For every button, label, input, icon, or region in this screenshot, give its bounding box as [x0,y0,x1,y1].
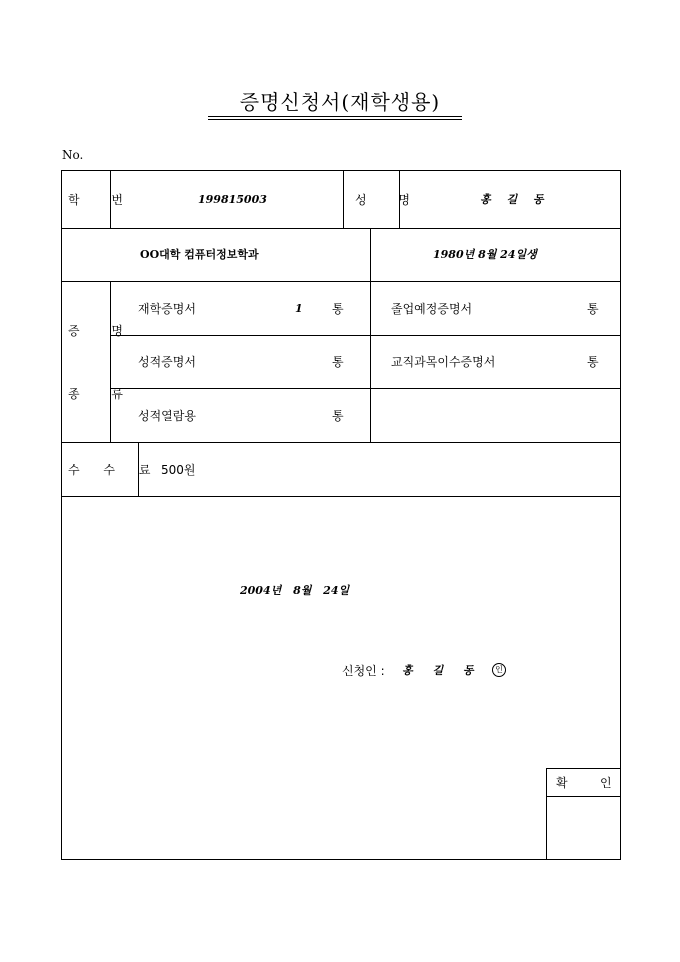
application-date: 2004년 8월 24일 [240,584,350,597]
cert-name: 성적증명서 [138,355,196,369]
cert-name: 교직과목이수증명서 [391,355,496,369]
document-number-label: No. [62,148,84,162]
col-divider [110,281,111,442]
document-title: 증명신청서(재학생용) [239,90,441,114]
cert-name: 성적열람용 [138,409,196,423]
col-divider [370,228,371,442]
row-divider [62,228,620,229]
application-form [61,170,621,860]
row-divider [62,496,620,497]
fee-label: 수 수 료 [68,463,161,477]
applicant-label: 신청인 : [342,664,385,678]
birth-date-value: 1980년 8월 24일생 [433,248,537,261]
title-underline [208,116,462,117]
col-divider [343,171,344,228]
confirm-box-border [546,768,547,859]
fee-value: 500원 [161,463,196,477]
applicant-name: 홍 길 동 [402,664,482,677]
cert-unit: 통 [332,355,344,369]
student-id-label: 학 번 [68,193,137,207]
cert-unit: 통 [587,355,599,369]
row-divider [110,388,620,389]
row-divider [62,442,620,443]
row-divider [62,281,620,282]
name-value: 홍 길 동 [480,193,550,206]
confirm-label: 확 [556,776,568,790]
confirm-box-border [546,768,620,769]
cert-unit: 통 [587,302,599,316]
cert-unit: 통 [332,302,344,316]
cert-name: 재학증명서 [138,302,196,316]
confirm-divider [546,796,620,797]
row-divider [110,335,620,336]
department-value: OO대학 컴퓨터정보학과 [140,248,259,261]
cert-unit: 통 [332,409,344,423]
name-label: 성 명 [355,193,424,207]
cert-name: 졸업예정증명서 [391,302,473,316]
cert-type-label: 증 명 [68,324,137,338]
student-id-value: 199815003 [198,193,267,206]
confirm-label: 인 [600,776,612,790]
cert-count[interactable]: 1 [295,302,303,315]
seal-mark: 인 [492,663,506,677]
title-underline-2 [208,119,462,120]
cert-type-label: 종 류 [68,387,137,401]
